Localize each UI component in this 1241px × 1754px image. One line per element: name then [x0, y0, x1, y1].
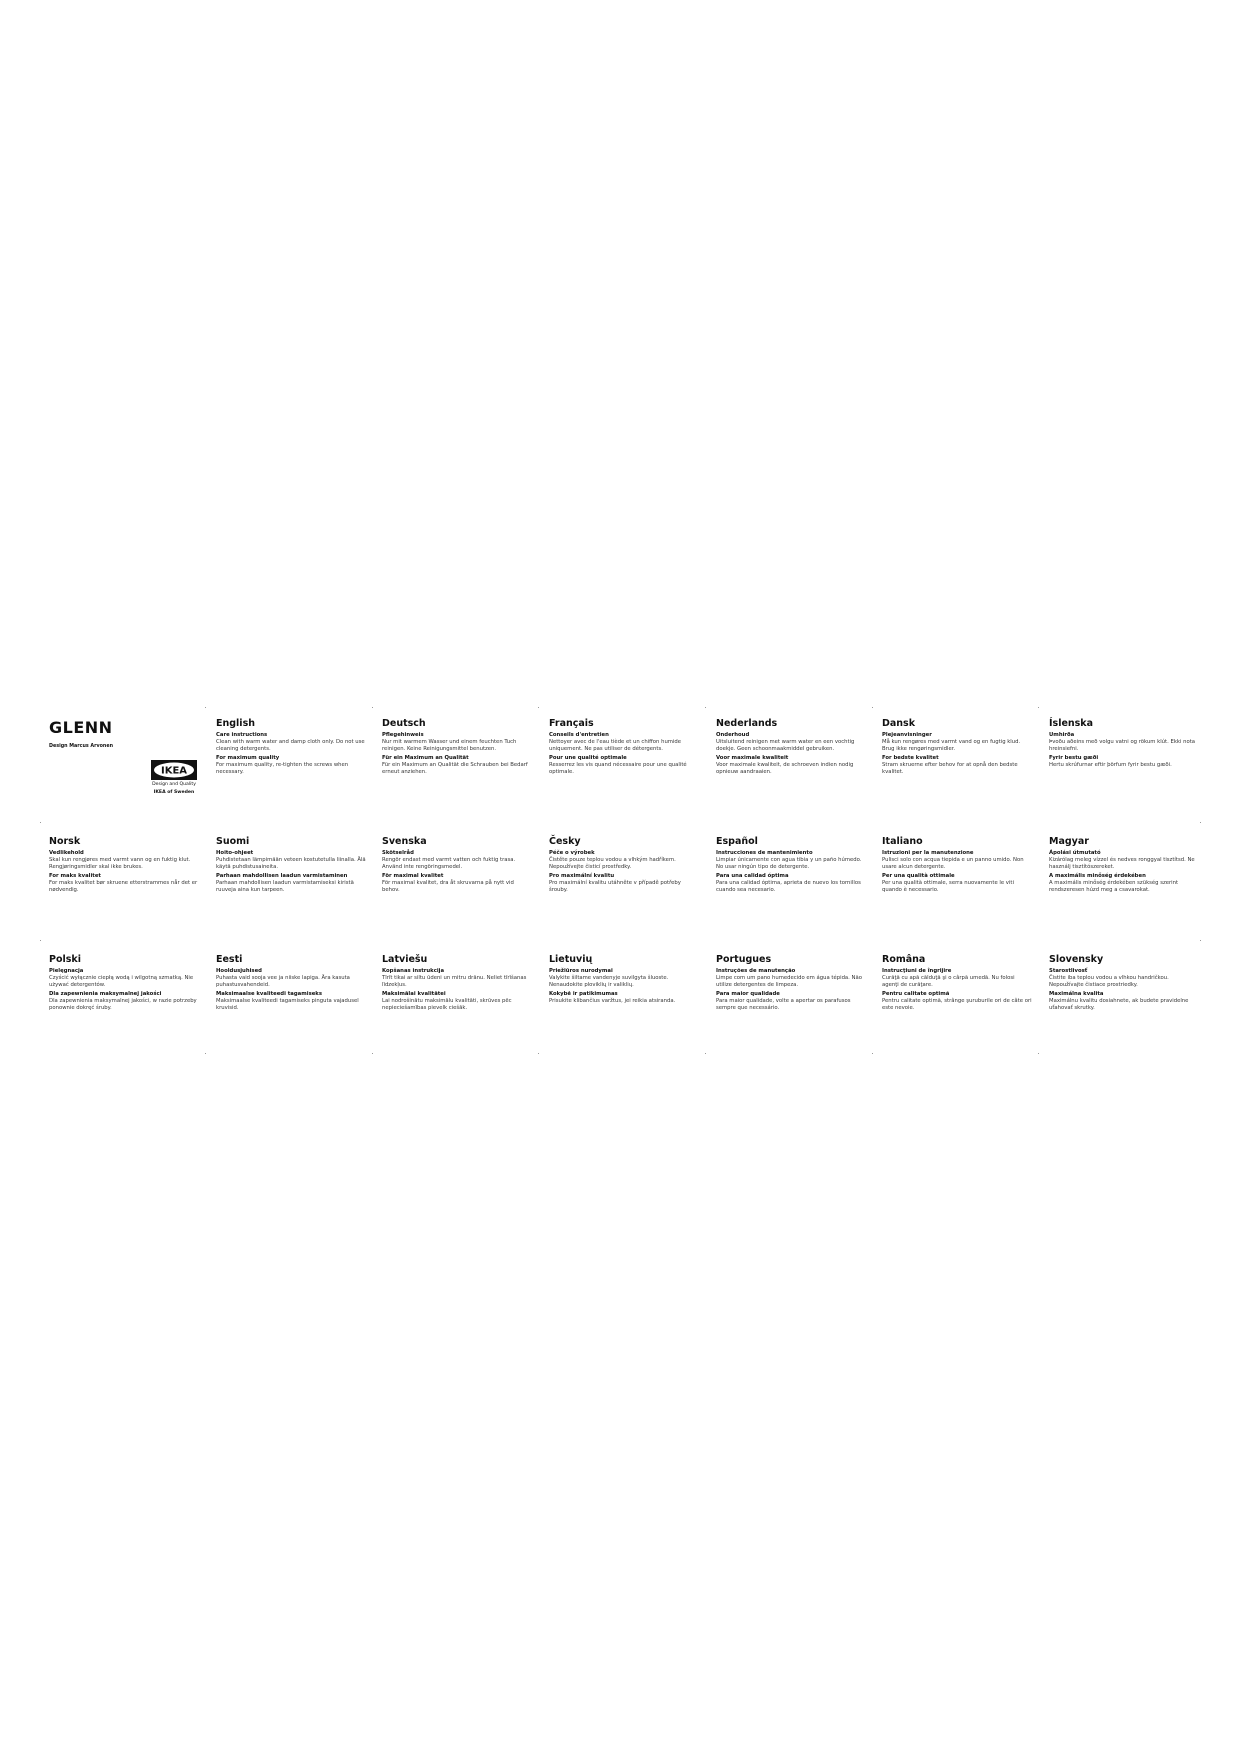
quality-text: Para una calidad óptima, aprieta de nuevo los tornillos cuando sea necesario.: [716, 880, 861, 893]
ikea-logo-text: IKEA: [160, 765, 188, 777]
quality-title: För maximal kvalitet: [382, 873, 444, 879]
quality-text: Parhaan mahdollisen laadun varmistamiseksi kiristä ruuveja aina kun tarpeen.: [216, 880, 354, 893]
quality-text: Pentru calitate optimă, strânge şuruburile ori de câte ori este nevoie.: [882, 998, 1032, 1011]
care-title: Kopšanas instrukcija: [382, 968, 445, 974]
care-title: Instrucţiuni de îngrijire: [882, 968, 952, 974]
language-block-espanol: [716, 836, 866, 896]
language-block-islenska: [1049, 718, 1199, 771]
quality-title: Para maior qualidade: [716, 991, 780, 997]
quality-text: Voor maximale kwaliteit, de schroeven indien nodig opnieuw aandraaien.: [716, 762, 854, 775]
fold-mark: [1200, 940, 1201, 941]
care-title: Pielęgnacja: [49, 968, 84, 974]
fold-mark: [40, 822, 41, 823]
fold-mark: [872, 707, 873, 708]
language-block-polski: [49, 954, 199, 1014]
language-name: Nederlands: [716, 718, 778, 729]
quality-text: Resserrez les vis quand nécessaire pour une qualité optimale.: [549, 762, 687, 775]
care-text: Pulisci solo con acqua tiepida e un panno umido. Non usare alcun detergente.: [882, 857, 1024, 870]
quality-title: A maximális minőség érdekében: [1049, 873, 1146, 879]
care-text: Limpiar únicamente con agua tibia y un paño húmedo. No usar ningún tipo de detergente.: [716, 857, 862, 870]
fold-mark: [1200, 822, 1201, 823]
care-text: Må kun rengøres med varmt vand og en fugtig klud. Brug ikke rengøringsmidler.: [882, 739, 1021, 752]
language-name: Svenska: [382, 836, 427, 847]
care-text: Limpe com um pano humedecido em água tépida. Não utilize detergentes de limpeza.: [716, 975, 862, 988]
fold-mark: [1038, 707, 1039, 708]
quality-title: For bedste kvalitet: [882, 755, 939, 761]
quality-text: Hertu skrúfurnar eftir þörfum fyrir bestu gæði.: [1049, 762, 1172, 768]
care-title: Instruções de manutenção: [716, 968, 796, 974]
care-title: Vedlikehold: [49, 850, 84, 856]
quality-line-1: Design and Quality: [152, 782, 196, 787]
quality-title: Für ein Maximum an Qualität: [382, 755, 469, 761]
quality-title: Per una qualità ottimale: [882, 873, 955, 879]
care-title: Hoito-ohjeet: [216, 850, 254, 856]
quality-text: Para maior qualidade, volte a apertar os parafusos sempre que necessário.: [716, 998, 851, 1011]
fold-mark: [705, 1053, 706, 1054]
ikea-logo-icon: [151, 760, 197, 780]
quality-title: For maks kvalitet: [49, 873, 101, 879]
care-title: Skötselråd: [382, 850, 414, 856]
quality-title: Pentru calitate optimă: [882, 991, 950, 997]
language-name: Polski: [49, 954, 81, 965]
language-block-norsk: [49, 836, 199, 896]
quality-title: For maximum quality: [216, 755, 280, 761]
language-name: Norsk: [49, 836, 81, 847]
language-name: Français: [549, 718, 594, 729]
language-block-cesky: [549, 836, 699, 896]
care-title: Conseils d'entretien: [549, 732, 609, 738]
care-text: Kizárólag meleg vízzel és nedves ronggyal tisztítsd. Ne használj tisztítószereket.: [1049, 857, 1195, 870]
care-text: Puhdistetaan lämpimään veteen kostutetulla liinalla. Älä käytä puhdistusaineita.: [216, 857, 366, 870]
product-name: GLENN: [49, 718, 113, 737]
care-title: Umhirða: [1049, 732, 1075, 738]
quality-line-2: IKEA of Sweden: [153, 789, 195, 795]
fold-mark: [372, 1053, 373, 1054]
care-text: Clean with warm water and damp cloth only. Do not use cleaning detergents.: [216, 739, 365, 752]
fold-mark: [1038, 1053, 1039, 1054]
language-name: Latviešu: [382, 954, 428, 965]
language-block-english: [216, 718, 366, 778]
language-block-latviesu: [382, 954, 532, 1014]
language-name: Íslenska: [1049, 718, 1094, 729]
fold-mark: [538, 707, 539, 708]
language-block-portugues: [716, 954, 866, 1014]
care-title: Plejeanvisninger: [882, 732, 932, 738]
care-text: Nettoyer avec de l'eau tiède et un chiffon humide uniquement. Ne pas utiliser de détergents.: [549, 739, 682, 752]
care-text: Czyścić wyłącznie ciepłą wodą i wilgotną szmatką. Nie używać detergentów.: [49, 975, 194, 988]
language-block-lietuviu: [549, 954, 699, 1007]
care-title: Ápolási útmutató: [1049, 850, 1101, 856]
quality-text: Pro maximální kvalitu utáhněte v případě potřeby šrouby.: [549, 880, 681, 893]
language-name: Español: [716, 836, 758, 847]
care-title: Care instructions: [216, 732, 268, 738]
quality-text: Per una qualità ottimale, serra nuovamente le viti quando è necessario.: [882, 880, 1014, 893]
care-title: Priežiūros nurodymai: [549, 968, 613, 974]
language-name: Italiano: [882, 836, 923, 847]
language-block-deutsch: [382, 718, 532, 778]
fold-mark: [372, 707, 373, 708]
language-block-dansk: [882, 718, 1032, 778]
language-name: Româna: [882, 954, 926, 965]
quality-title: Para una calidad óptima: [716, 873, 789, 879]
quality-text: For maks kvalitet bør skruene etterstrammes når det er nødvendig.: [49, 880, 198, 893]
language-name: Eesti: [216, 954, 243, 965]
language-name: Dansk: [882, 718, 916, 729]
care-text: Curăţă cu apă călduţă şi o cârpă umedă. Nu folosi agenţi de curăţare.: [882, 975, 1015, 988]
quality-title: Maksimālai kvalitātei: [382, 991, 446, 997]
language-block-svenska: [382, 836, 532, 896]
care-title: Péče o výrobek: [549, 850, 595, 856]
quality-title: Kokybė ir patikimumas: [549, 991, 618, 997]
language-block-nederlands: [716, 718, 866, 778]
quality-text: Dla zapewnienia maksymalnej jakości, w razie potrzeby ponownie dokręć śruby.: [49, 998, 197, 1011]
quality-text: Stram skruerne efter behov for at opnå den bedste kvalitet.: [882, 762, 1018, 775]
quality-title: Parhaan mahdollisen laadun varmistaminen: [216, 873, 348, 879]
quality-text: Prisukite klibančius varžtus, jei reikia atsiranda.: [549, 998, 676, 1004]
quality-title: Maximálna kvalita: [1049, 991, 1104, 997]
quality-text: För maximal kvalitet, dra åt skruvarna på nytt vid behov.: [382, 880, 514, 893]
quality-title: Voor maximale kwaliteit: [716, 755, 789, 761]
language-block-eesti: [216, 954, 366, 1014]
language-name: Deutsch: [382, 718, 426, 729]
language-block-magyar: [1049, 836, 1199, 896]
care-text: Puhasta vaid sooja vee ja niiske lapiga. Ära kasuta puhastusvahendeid.: [216, 975, 350, 988]
quality-text: Für ein Maximum an Qualität die Schrauben bei Bedarf erneut anziehen.: [382, 762, 528, 775]
language-name: Suomi: [216, 836, 250, 847]
product-info: [49, 718, 199, 795]
fold-mark: [872, 1053, 873, 1054]
ikea-logo-block: [144, 760, 204, 795]
language-name: Lietuvių: [549, 954, 593, 965]
quality-text: Lai nodrošinātu maksimālu kvalitāti, skrūves pēc nepieciešamības pievelk ciešāk.: [382, 998, 512, 1011]
language-block-italiano: [882, 836, 1032, 896]
fold-mark: [538, 1053, 539, 1054]
fold-mark: [40, 940, 41, 941]
designer-credit: Design Marcus Arvonen: [49, 744, 113, 749]
care-title: Starostlivosť: [1049, 968, 1088, 974]
language-name: Magyar: [1049, 836, 1089, 847]
care-text: Skal kun rengjøres med varmt vann og en fuktig klut. Rengjøringsmidler skal ikke brukes.: [49, 857, 191, 870]
quality-title: Dla zapewnienia maksymalnej jakości: [49, 991, 162, 997]
language-block-francais: [549, 718, 699, 778]
care-title: Pflegehinweis: [382, 732, 424, 738]
care-text: Þvoðu aðeins með volgu vatni og rökum klút. Ekki nota hreinsiefni.: [1049, 739, 1196, 752]
care-text: Čistěte pouze teplou vodou a vlhkým hadříkem. Nepoužívejte čisticí prostředky.: [549, 857, 676, 870]
fold-mark: [205, 1053, 206, 1054]
language-name: English: [216, 718, 255, 729]
quality-text: For maximum quality, re-tighten the screws when necessary.: [216, 762, 349, 775]
care-text: Valykite šiltame vandenyje suvilgyta šluoste. Nenaudokite ploviklių ir valiklių.: [549, 975, 669, 988]
language-block-slovensky: [1049, 954, 1199, 1014]
care-title: Instrucciones de mantenimiento: [716, 850, 813, 856]
language-block-suomi: [216, 836, 366, 896]
language-name: Portugues: [716, 954, 772, 965]
quality-title: Pro maximální kvalitu: [549, 873, 615, 879]
care-title: Hooldusjuhised: [216, 968, 262, 974]
quality-text: A maximális minőség érdekében szükség szerint rendszeresen húzd meg a csavarokat.: [1049, 880, 1179, 893]
quality-text: Maximálnu kvalitu dosiahnete, ak budete pravidelne uťahovať skrutky.: [1049, 998, 1189, 1011]
quality-text: Maksimaalse kvaliteedi tagamiseks pinguta vajadusel kruvisid.: [216, 998, 359, 1011]
quality-title: Maksimaalse kvaliteedi tagamiseks: [216, 991, 322, 997]
care-text: Tīrīt tikai ar siltu ūdeni un mitru drānu. Neliet tīrīšanas līdzekļus.: [382, 975, 527, 988]
care-text: Nur mit warmem Wasser und einem feuchten Tuch reinigen. Keine Reinigungsmittel benutzen.: [382, 739, 517, 752]
care-title: Istruzioni per la manutenzione: [882, 850, 974, 856]
quality-title: Pour une qualité optimale: [549, 755, 627, 761]
fold-mark: [705, 707, 706, 708]
quality-title: Fyrir bestu gæði: [1049, 755, 1099, 761]
fold-mark: [205, 707, 206, 708]
care-text: Rengör endast med varmt vatten och fuktig trasa. Använd inte rengöringsmedel.: [382, 857, 516, 870]
language-name: Slovensky: [1049, 954, 1104, 965]
care-text: Čistite iba teplou vodou a vlhkou handričkou. Nepoužívajte čistiace prostriedky.: [1049, 975, 1169, 988]
language-block-romana: [882, 954, 1032, 1014]
language-name: Česky: [549, 836, 581, 847]
care-title: Onderhoud: [716, 732, 750, 738]
care-text: Uitsluitend reinigen met warm water en een vochtig doekje. Geen schoonmaakmiddel gebruiken.: [716, 739, 855, 752]
